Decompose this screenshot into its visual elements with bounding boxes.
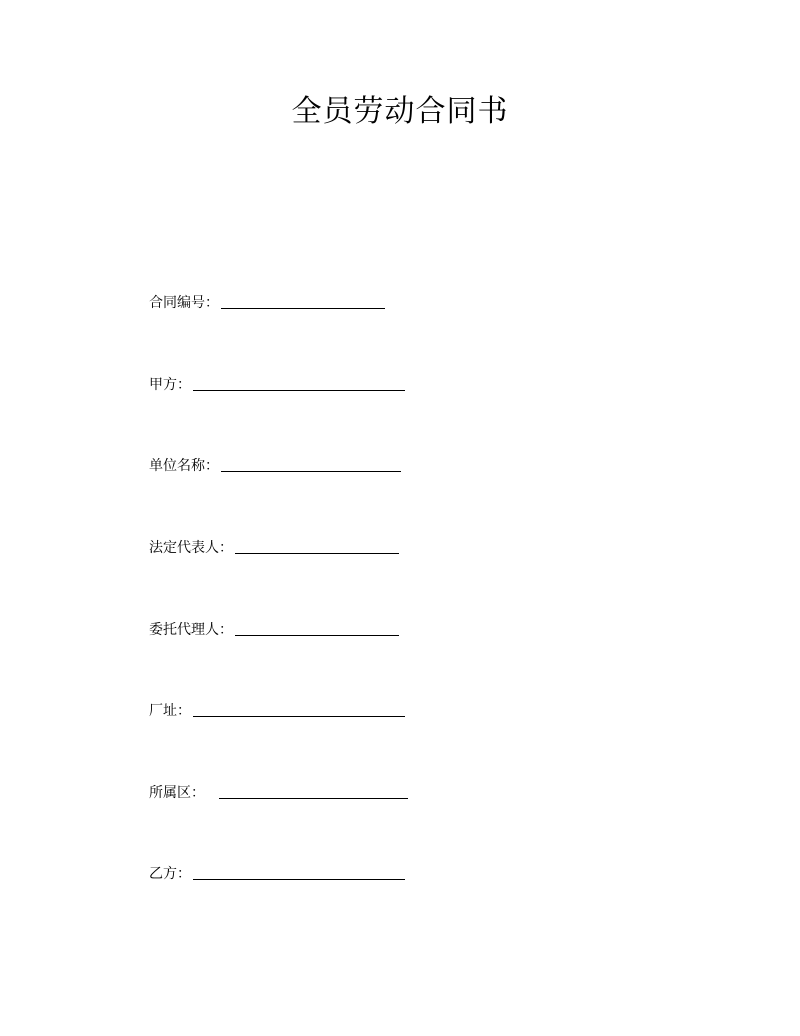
legal-representative-line[interactable] bbox=[235, 539, 399, 554]
field-label: 所属区： bbox=[149, 785, 205, 801]
factory-address-line[interactable] bbox=[193, 702, 405, 717]
field-label: 甲方： bbox=[149, 377, 191, 393]
field-company-name bbox=[149, 453, 401, 475]
party-b-line[interactable] bbox=[193, 865, 405, 880]
contract-number-line[interactable] bbox=[221, 294, 385, 309]
district-line[interactable] bbox=[219, 784, 408, 799]
field-factory-address bbox=[149, 698, 405, 720]
field-label: 委托代理人： bbox=[149, 622, 233, 638]
field-label: 乙方： bbox=[149, 866, 191, 882]
field-label: 厂址： bbox=[149, 703, 191, 719]
field-party-a bbox=[149, 372, 405, 394]
company-name-line[interactable] bbox=[221, 457, 401, 472]
field-label: 合同编号： bbox=[149, 295, 219, 311]
document-title: 全员劳动合同书 bbox=[291, 94, 509, 129]
field-label: 单位名称： bbox=[149, 458, 219, 474]
authorized-agent-line[interactable] bbox=[235, 621, 399, 636]
field-legal-representative bbox=[149, 535, 399, 557]
field-party-b bbox=[149, 861, 405, 883]
field-label: 法定代表人： bbox=[149, 540, 233, 556]
party-a-line[interactable] bbox=[193, 376, 405, 391]
field-contract-number bbox=[149, 290, 385, 312]
field-authorized-agent bbox=[149, 617, 399, 639]
field-district bbox=[149, 780, 408, 802]
